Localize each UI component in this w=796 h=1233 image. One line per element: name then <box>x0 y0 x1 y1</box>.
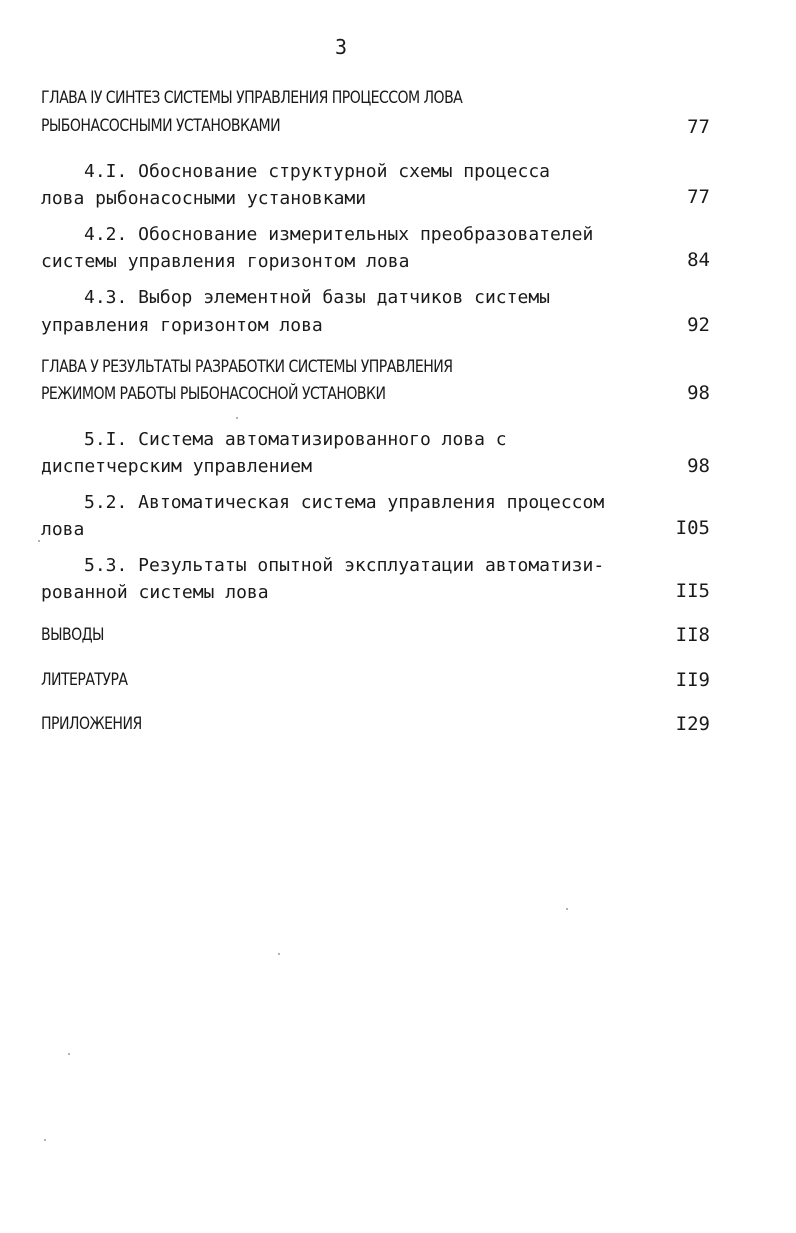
toc-literature-page: II9 <box>675 669 710 691</box>
toc-section-4-1-line1: 4.I. Обоснование структурной схемы процесса <box>84 161 550 182</box>
toc-section-5-2-line2: лова <box>41 519 85 540</box>
toc-chapter-4-title-line1: ГЛАВА IУ СИНТЕЗ СИСТЕМЫ УПРАВЛЕНИЯ ПРОЦЕССОМ ЛОВА <box>41 88 463 108</box>
scan-speck <box>68 1053 70 1055</box>
toc-chapter-5-title-line1: ГЛАВА У РЕЗУЛЬТАТЫ РАЗРАБОТКИ СИСТЕМЫ УПРАВЛЕНИЯ <box>41 357 453 377</box>
scan-speck <box>44 1139 46 1141</box>
scan-speck <box>38 540 40 542</box>
toc-conclusions-label: ВЫВОДЫ <box>41 625 104 645</box>
page-number: 3 <box>334 35 348 59</box>
toc-section-5-2-line1: 5.2. Автоматическая система управления процессом <box>84 492 605 513</box>
toc-section-4-3-page: 92 <box>687 314 710 336</box>
toc-section-4-1-page: 77 <box>687 186 710 208</box>
toc-section-5-3-line2: рованной системы лова <box>41 582 269 603</box>
toc-section-5-1-line1: 5.I. Система автоматизированного лова с <box>84 429 507 450</box>
toc-chapter-5-page: 98 <box>687 382 710 404</box>
scan-speck <box>236 417 238 419</box>
toc-section-5-1-line2: диспетчерским управлением <box>41 456 312 477</box>
toc-section-5-2-page: I05 <box>675 517 710 539</box>
toc-chapter-5-title-line2: РЕЖИМОМ РАБОТЫ РЫБОНАСОСНОЙ УСТАНОВКИ <box>41 384 386 404</box>
toc-chapter-4-title-line2: РЫБОНАСОСНЫМИ УСТАНОВКАМИ <box>41 116 281 136</box>
toc-appendices-label: ПРИЛОЖЕНИЯ <box>41 714 142 734</box>
toc-section-4-2-line1: 4.2. Обоснование измерительных преобразователей <box>84 224 594 245</box>
toc-section-4-2-line2: системы управления горизонтом лова <box>41 251 410 272</box>
toc-section-4-3-line2: управления горизонтом лова <box>41 315 323 336</box>
toc-chapter-4-page: 77 <box>687 116 710 138</box>
scan-speck <box>278 953 280 955</box>
toc-literature-label: ЛИТЕРАТУРА <box>41 670 128 690</box>
toc-section-4-1-line2: лова рыбонасосными установками <box>41 188 367 209</box>
toc-section-4-2-page: 84 <box>687 249 710 271</box>
toc-section-4-3-line1: 4.3. Выбор элементной базы датчиков системы <box>84 287 550 308</box>
toc-section-5-1-page: 98 <box>687 455 710 477</box>
toc-appendices-page: I29 <box>675 713 710 735</box>
toc-section-5-3-line1: 5.3. Результаты опытной эксплуатации автоматизи- <box>84 555 605 576</box>
toc-conclusions-page: II8 <box>675 624 710 646</box>
toc-section-5-3-page: II5 <box>675 580 710 602</box>
scan-speck <box>566 908 568 910</box>
